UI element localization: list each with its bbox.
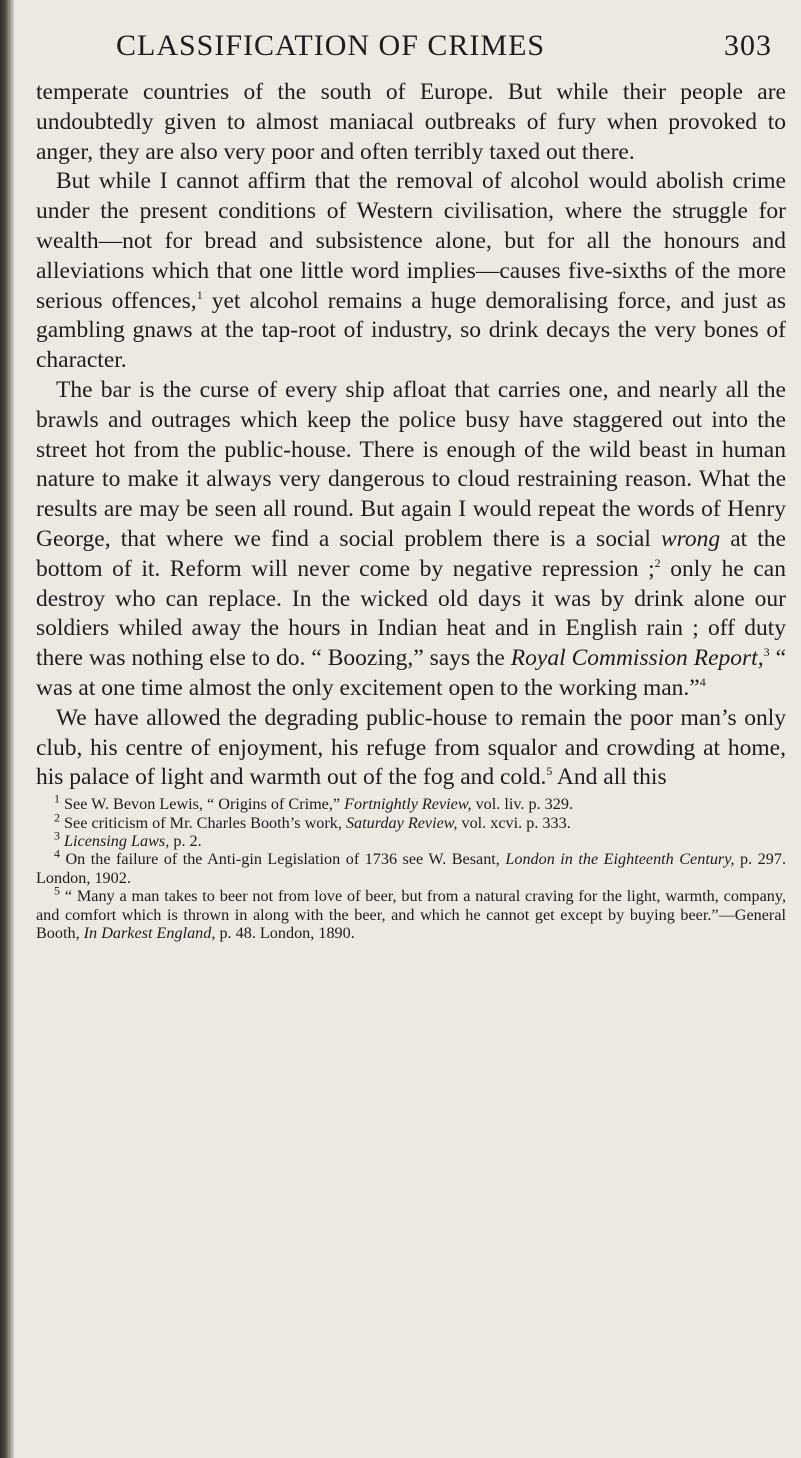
footnote-ref: 3 xyxy=(763,645,770,660)
footnote-title: Fortnightly Review, xyxy=(344,795,472,814)
running-header xyxy=(116,14,772,78)
running-title: CLASSIFICATION OF CRIMES xyxy=(116,29,546,62)
footnote-mark: 1 xyxy=(54,791,60,806)
footnote-mark: 3 xyxy=(54,828,60,843)
footnote-text: p. 2. xyxy=(169,831,202,850)
footnote-title: Licensing Laws, xyxy=(60,831,170,850)
page-number: 303 xyxy=(724,29,772,62)
book-binding-gutter xyxy=(0,0,14,1458)
footnote-text: vol. liv. p. 329. xyxy=(471,795,573,814)
paragraph-text: The bar is the curse of every ship afloat that carries one, and nearly all the brawls and outrages which keep the police busy have staggered out into the street hot from the public-house. There is enough of the wild beast in human nature to make it always very dangerous to cloud restraining reason. What the results are may be seen all round. But again I would repeat the words of Henry George, that where we find a social problem there is a social xyxy=(36,376,786,552)
footnote-ref: 2 xyxy=(654,555,661,570)
emphasis: wrong xyxy=(660,525,721,552)
footnote xyxy=(36,883,786,942)
book-page xyxy=(36,14,786,1444)
paragraph-text: yet alcohol remains a huge demoralising force, and just as gambling gnaws at the tap-root of industry, so drink decays the very bones of character. xyxy=(36,287,786,374)
footnote-title: Saturday Review, xyxy=(345,813,458,832)
footnote-ref: 5 xyxy=(546,764,553,779)
footnote-mark: 5 xyxy=(54,883,60,898)
main-text xyxy=(36,78,786,793)
footnote-text: See criticism of Mr. Charles Booth’s work, xyxy=(60,813,346,832)
paragraph xyxy=(36,167,786,376)
footnote-ref: 1 xyxy=(196,287,203,302)
paragraph xyxy=(36,376,786,704)
paragraph xyxy=(36,78,786,167)
paragraph-text: And all this xyxy=(552,764,667,791)
footnote xyxy=(36,810,786,832)
emphasis: Royal Commission Report, xyxy=(510,645,764,672)
footnote xyxy=(36,846,787,887)
footnote-text: See W. Bevon Lewis, “ Origins of Crime,” xyxy=(60,795,345,814)
footnote-mark: 4 xyxy=(54,846,60,861)
footnote-text: On the failure of the Anti-gin Legislation of 1736 see W. Besant, xyxy=(60,850,506,869)
footnote-text: p. 297. London, 1902. xyxy=(36,850,787,887)
paragraph-text: temperate countries of the south of Europe. But while their people are undoubtedly given to almost maniacal outbreaks of fury when provoked to anger, they are also very poor and often terribly taxed out there. xyxy=(36,79,786,165)
footnotes xyxy=(36,791,787,942)
footnote-text: p. 48. London, 1890. xyxy=(215,923,355,942)
paragraph-text: But while I cannot affirm that the removal of alcohol would abolish crime under the present conditions of Western civilisation, where the struggle for wealth—not for bread and subsistence alone, but for all the honours and alleviations which that one little word implies—causes five-sixths of the more serious offences, xyxy=(36,168,786,314)
paragraph xyxy=(36,704,786,793)
paragraph-text: at the bottom of it. Reform will never come by negative repression ; xyxy=(36,525,786,582)
footnote-text: vol. xcvi. p. 333. xyxy=(457,813,571,832)
footnote-mark: 2 xyxy=(54,810,60,825)
footnote-title: London in the Eighteenth Century, xyxy=(505,850,735,869)
paragraph-text: “ was at one time almost the only excitement open to the working man.” xyxy=(36,645,786,701)
paragraph-text: We have allowed the degrading public-house to remain the poor man’s only club, his centre of enjoyment, his refuge from squalor and crowding at home, his palace of light and warmth out of the fog and cold. xyxy=(36,704,786,791)
paragraph-text: only he can destroy who can replace. In the wicked old days it was by drink alone our soldiers whiled away the hours in Indian heat and in English rain ; off duty there was nothing else to do. “ Boozing,” says the xyxy=(36,555,786,672)
footnote-title: In Darkest England, xyxy=(83,923,216,942)
footnote xyxy=(36,791,786,814)
footnote xyxy=(36,828,786,850)
footnote-ref: 4 xyxy=(699,675,706,690)
footnote-text: “ Many a man takes to beer not from love of beer, but from a natural craving for the light, warmth, company, and comfort which is thrown in along with the beer, and which he cannot get except by buying beer.”—General Booth, xyxy=(36,887,786,942)
